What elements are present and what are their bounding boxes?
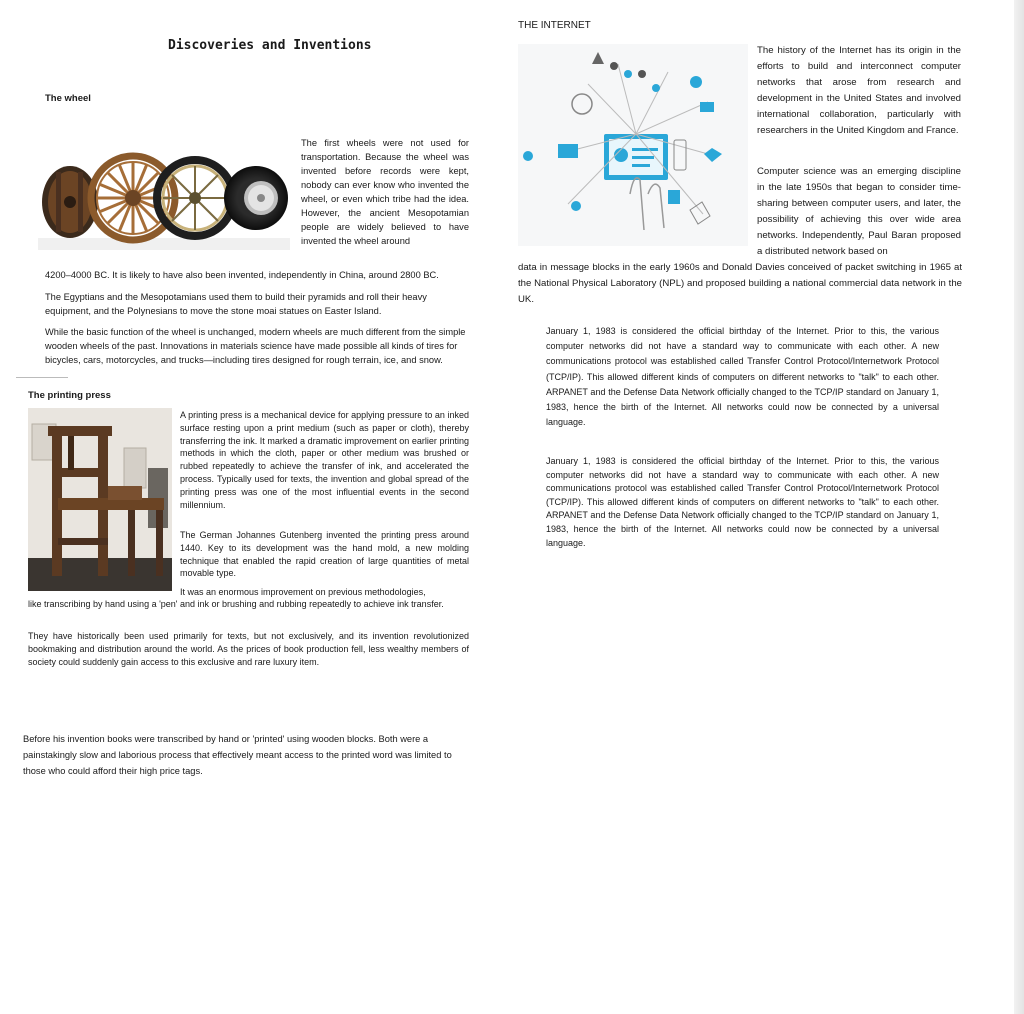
press-paragraph-3-rest: like transcribing by hand using a 'pen' and ink or brushing and rubbing repeatedly to achieve ink transfer. <box>28 599 444 609</box>
internet-paragraph-2: Computer science was an emerging discipline in the late 1950s that began to consider time-sharing between computer users, and later, the possibility of achieving this over wide area networks. Independently, Paul Baran proposed a distributed network based on <box>757 166 961 257</box>
page-title: Discoveries and Inventions <box>168 38 372 53</box>
press-paragraph-4: They have historically been used primarily for texts, but not exclusively, and its invention revolutionized bookmaking and distribution around the world. As the prices of book production fell, less wealthy members of society could suddenly gain access to this exclusive and rare luxury item. <box>28 631 469 667</box>
printing-press-heading: The printing press <box>28 390 111 401</box>
wheel-paragraph-1-continued: 4200–4000 BC. It is likely to have also been invented, independently in China, around 2800 BC. <box>45 270 439 280</box>
internet-illustration <box>518 44 748 246</box>
internet-paragraph-4: January 1, 1983 is considered the official birthday of the Internet. Prior to this, the various computer networks did not have a standard way to communicate with each other. A new communications protocol was established called Transfer Control Protocol/Internetwork Protocol (TCP/IP). This allowed different kinds of computers on different networks to "talk" to each other. ARPANET and the Defense Data Network officially changed to the TCP/IP standard on January 1, 1983, hence the birth of the Internet. All networks could now be connected by a universal language. <box>546 456 939 548</box>
internet-paragraph-2-continued: data in message blocks in the early 1960s and Donald Davies conceived of packet switching in 1965 at the National Physical Laboratory (NPL) and proposed building a national commercial data network in the UK. <box>518 262 962 305</box>
press-paragraph-5: Before his invention books were transcribed by hand or 'printed' using wooden blocks. Both were a painstakingly slow and laborious process that effectively meant access to the printed word was limited to those who could afford their high price tags. <box>23 734 452 776</box>
internet-heading: THE INTERNET <box>518 20 591 31</box>
wheels-image <box>38 142 290 250</box>
press-paragraph-1: A printing press is a mechanical device for applying pressure to an inked surface resting upon a print medium (such as paper or cloth), thereby transferring the ink. It marked a dramatic improvement on earlier printing methods in which the cloth, paper or other medium was brushed or rubbed repeatedly to achieve the transfer of ink, and accelerated the process. Typically used for texts, the invention and global spread of the printing press was one of the most influential events in the second millennium. <box>180 410 469 510</box>
printing-press-image <box>28 408 172 591</box>
network-tablet-icon <box>604 134 668 230</box>
car-tire-icon <box>224 166 288 230</box>
wheel-paragraph-2: The Egyptians and the Mesopotamians used them to build their pyramids and roll their heavy equipment, and the Polynesians to move the stone moai statues on Easter Island. <box>45 292 427 316</box>
press-paragraph-3-start: It was an enormous improvement on previous methodologies, <box>180 587 426 597</box>
wheel-paragraph-1: The first wheels were not used for transportation. Because the wheel was invented before records were kept, nobody can ever know who invented the wheel, or even which tribe had the idea. However, the ancient Mesopotamian people are widely believed to have invented the wheel around <box>301 138 469 246</box>
spoked-tire-wheel-icon <box>157 160 233 236</box>
page-edge <box>1014 0 1024 1014</box>
margin-mark <box>16 377 68 378</box>
internet-paragraph-3: January 1, 1983 is considered the official birthday of the Internet. Prior to this, the various computer networks did not have a standard way to communicate with each other. A new communications protocol was established called Transfer Control Protocol/Internetwork Protocol (TCP/IP). This allowed different kinds of computers on different networks to "talk" to each other. ARPANET and the Defense Data Network officially changed to the TCP/IP standard on January 1, 1983, hence the birth of the Internet. All networks could now be connected by a universal language. <box>546 326 939 428</box>
wheel-paragraph-3: While the basic function of the wheel is unchanged, modern wheels are much different from the simple wooden wheels of the past. Innovations in materials science have made possible all kinds of tires for bicycles, cars, motorcycles, and trucks—including tires designed for rough terrain, ice, and snow. <box>45 327 466 365</box>
press-paragraph-2: The German Johannes Gutenberg invented the printing press around 1440. Key to its development was the hand mold, a new molding technique that enabled the rapid creation of large quantities of metal movable type. <box>180 530 469 579</box>
wheel-heading: The wheel <box>45 93 91 104</box>
internet-paragraph-1: The history of the Internet has its origin in the efforts to build and interconnect computer networks that arose from research and development in the United States and involved international collaboration, particularly with researchers in the United Kingdom and France. <box>757 45 961 136</box>
